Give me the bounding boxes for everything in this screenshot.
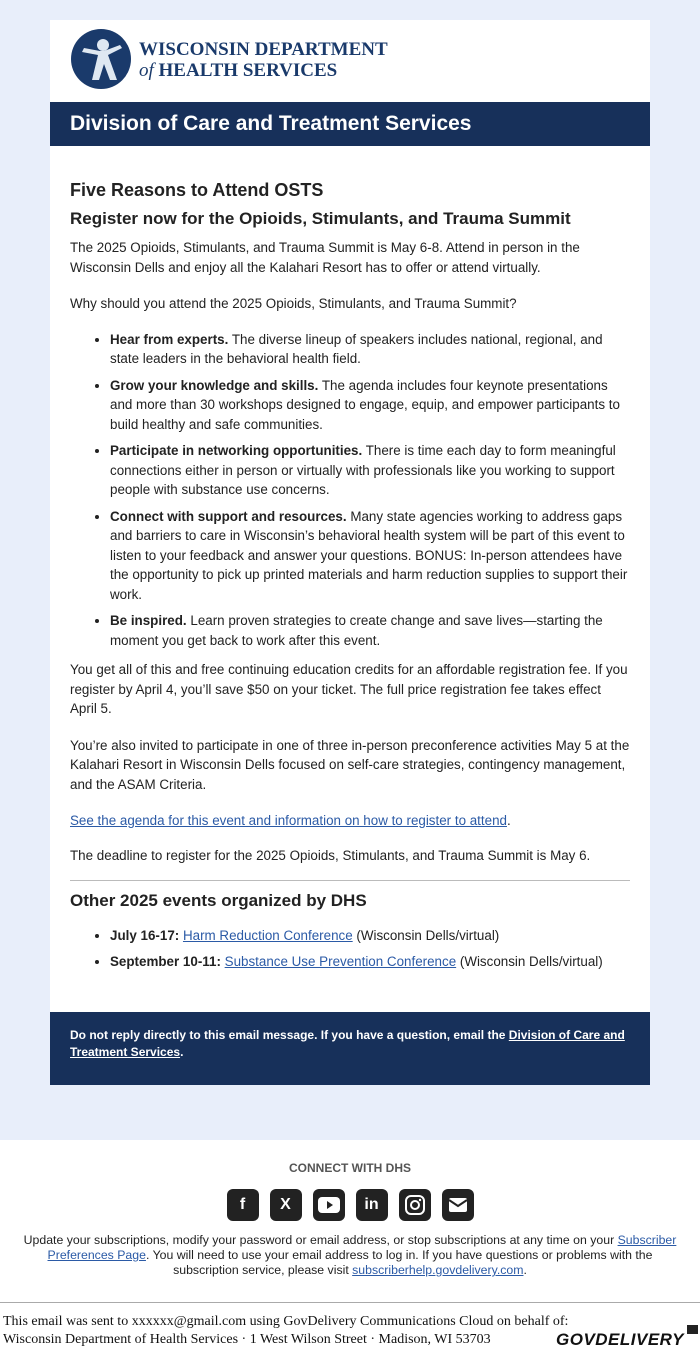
dhs-logo-icon (70, 28, 132, 90)
other-events-title: Other 2025 events organized by DHS (70, 891, 367, 910)
sender-info (0, 1302, 700, 1367)
page-subtitle: Register now for the Opioids, Stimulants, and Trauma Summit (70, 209, 571, 228)
list-item: • Be inspired. Learn proven strategies to create change and save lives—starting the moment you get back to work after this event. (110, 611, 630, 650)
logo-of: of (139, 60, 154, 81)
subscription-text: Update your subscriptions, modify your password or email address, or stop subscriptions at any time on your Subscriber Preferences Page. You will need to use your email address to log in. If you have questions or problems with the subscription service, please visit subscriberhelp.govdelivery.com. (23, 1233, 677, 1277)
prevention-conference-link[interactable]: Substance Use Prevention Conference (224, 953, 457, 969)
govdelivery-logo[interactable]: GOVDELIVERY (556, 1330, 684, 1349)
harm-reduction-link[interactable]: Harm Reduction Conference (182, 928, 353, 943)
social-icons (0, 1189, 700, 1221)
division-banner: Division of Care and Treatment Services (50, 102, 650, 146)
list-item: • September 10-11: Substance Use Prevention Conference (Wisconsin Dells/virtual) (110, 952, 630, 972)
divider (70, 880, 630, 881)
events-list (70, 926, 630, 971)
list-item: • July 16-17: Harm Reduction Conference (Wisconsin Dells/virtual) (110, 926, 630, 946)
logo-line1: WISCONSIN DEPARTMENT (139, 39, 388, 60)
question-paragraph: Why should you attend the 2025 Opioids, Stimulants, and Trauma Summit? (70, 296, 517, 311)
agenda-link[interactable]: See the agenda for this event and information on how to register to attend (70, 813, 507, 828)
page-title: Five Reasons to Attend OSTS (70, 180, 324, 200)
linkedin-icon[interactable]: in (356, 1189, 388, 1221)
intro-paragraph: The 2025 Opioids, Stimulants, and Trauma Summit is May 6-8. Attend in person in the Wisconsin Dells and enjoy all the Kalahari Resort has to offer or attend virtually. (70, 240, 580, 275)
sender-text: This email was sent to xxxxxx@gmail.com using GovDelivery Communications Cloud on behalf of: Wisconsin Department of Health Services · 1 West Wilson Street · Madison, WI 53703 (3, 1314, 569, 1347)
preconference-paragraph: You’re also invited to participate in one of three in-person preconference activities May 5 at the Kalahari Resort in Wisconsin Dells focused on self-care strategies, contingency management, and the ASAM Criteria. (70, 737, 630, 792)
fee-paragraph: You get all of this and free continuing education credits for an affordable registration fee. If you register by April 4, you’ll save $50 on your ticket. The full price registration fee takes effect April 5. (70, 662, 628, 716)
email-icon[interactable] (442, 1189, 474, 1221)
main-content (50, 179, 650, 971)
reasons-list (70, 330, 630, 651)
header-logo[interactable] (50, 20, 650, 102)
x-icon[interactable]: X (270, 1189, 302, 1221)
list-item: • Connect with support and resources. Many state agencies working to address gaps and barriers to care in Wisconsin’s behavioral health system will be part of this event to listen to your feedback and answer your questions. BONUS: In-person attendees have the opportunity to pick up printed materials and harm reduction supplies to support their work. (110, 507, 630, 605)
connect-title: CONNECT WITH DHS (289, 1161, 411, 1175)
list-item: • Grow your knowledge and skills. The agenda includes four keynote presentations and more than 30 workshops designed to engage, equip, and empower participants to build healthy and safe communities. (110, 376, 630, 435)
youtube-icon[interactable] (313, 1189, 345, 1221)
agenda-paragraph: See the agenda for this event and information on how to register to attend. (70, 813, 511, 828)
logo-line2: HEALTH SERVICES (158, 60, 338, 81)
list-item: • Participate in networking opportunities. There is time each day to form meaningful connections either in person or virtually with professionals like you working to support people with substance use concerns. (110, 441, 630, 500)
facebook-icon[interactable]: f (227, 1189, 259, 1221)
division-email-link[interactable]: Division of Care and Treatment Services (70, 1028, 625, 1059)
email-footer: Do not reply directly to this email message. If you have a question, email the Division of Care and Treatment Services. (50, 1012, 650, 1085)
subscriber-preferences-link[interactable]: Subscriber Preferences Page (47, 1233, 677, 1262)
subscriber-help-link[interactable]: subscriberhelp.govdelivery.com (352, 1263, 524, 1277)
instagram-icon[interactable] (399, 1189, 431, 1221)
logo-text (139, 39, 388, 81)
connect-section (0, 1140, 700, 1302)
envelope-icon (687, 1325, 698, 1334)
email-card (50, 20, 650, 1085)
deadline-paragraph: The deadline to register for the 2025 Opioids, Stimulants, and Trauma Summit is May 6. (70, 847, 591, 863)
list-item: • Hear from experts. The diverse lineup of speakers includes national, regional, and state leaders in the behavioral health field. (110, 330, 630, 369)
